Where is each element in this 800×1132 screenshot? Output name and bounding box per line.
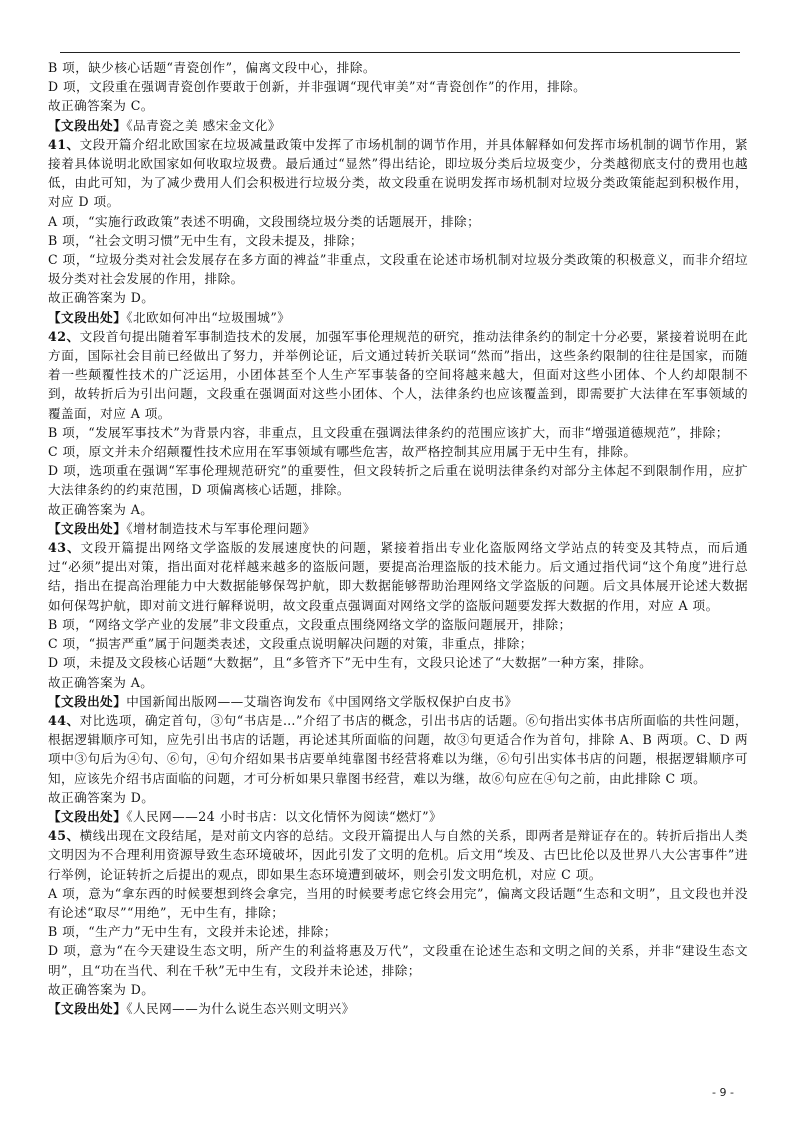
text-line [48, 212, 748, 231]
paragraph-label: 42、 [48, 328, 80, 344]
paragraph-text: B 项，“生产力”无中生有，文段并未论述，排除； [48, 924, 337, 940]
question-paragraph [48, 826, 748, 884]
paragraph-text: 故正确答案为 D。 [48, 789, 155, 805]
header-rule [60, 52, 740, 53]
paragraph-label: 【文段出处】 [48, 309, 127, 325]
paragraph-text: 故正确答案为 D。 [48, 981, 155, 997]
paragraph-label: 【文段出处】 [48, 1000, 127, 1016]
text-line [48, 653, 748, 672]
paragraph-text: 故正确答案为 D。 [48, 290, 155, 306]
text-line [48, 500, 748, 519]
paragraph-text: 文段首句提出随着军事制造技术的发展，加强军事伦理规范的研究，推动法律条约的制定十分必要，紧接着说明在此方面，国际社会目前已经做出了努力，并举例论证，后文通过转折关联词“然而”指出，这些条约限制的往往是国家，而随着一些颠覆性技术的广泛运用，小团体甚至个人生产军事装备的空间将越来越大，但面对这些小团体、个人约却限制不到，故转折后为引出问题，文段重在强调面对这些小团体、个人，法律条约也应该覆盖到，即需要扩大法律在军事领域的覆盖面，对应 A 项。 [48, 328, 748, 421]
paragraph-text: 《北欧如何冲出“垃圾围城”》 [126, 309, 291, 325]
text-line [48, 788, 748, 807]
text-line [48, 941, 748, 979]
paragraph-text: D 项，未提及文段核心话题“大数据”，且“多管齐下”无中生有，文段只论述了“大数据”一种方案，排除。 [48, 655, 653, 671]
source-line [48, 692, 748, 711]
text-line [48, 423, 748, 442]
document-body [48, 58, 748, 1018]
paragraph-text: 横线出现在文段结尾，是对前文内容的总结。文段开篇提出人与自然的关系，即两者是辩证存在的。转折后指出人类文明因为不合理利用资源导致生态环境破坏，因此引发了文明的危机。后文用“埃及、古巴比伦以及世界八大公害事件”进行举例，论证转折之后提出的观点，即如果生态环境遭到破坏，则会引发文明危机，对应 C 项。 [48, 828, 748, 882]
source-line [48, 807, 748, 826]
text-line [48, 922, 748, 941]
paragraph-text: 故正确答案为 A。 [48, 674, 154, 690]
text-line [48, 96, 748, 115]
text-line [48, 77, 748, 96]
question-paragraph [48, 538, 748, 615]
text-line [48, 288, 748, 307]
paragraph-text: B 项，“社会文明习惯”无中生有，文段未提及，排除； [48, 232, 363, 248]
paragraph-text: 故正确答案为 A。 [48, 501, 154, 517]
paragraph-text: 中国新闻出版网——艾瑞咨询发布《中国网络文学版权保护白皮书》 [126, 693, 518, 709]
paragraph-text: A 项，意为“拿东西的时候要想到终会拿完，当用的时候要考虑它终会用完”，偏离文段话题“生态和文明”，且文段也并没有论述“取尽”“用绝”，无中生有，排除； [48, 885, 748, 920]
paragraph-text: D 项，文段重在强调青瓷创作要敢于创新，并非强调“现代审美”对“青瓷创作”的作用，排除。 [48, 79, 587, 95]
text-line [48, 231, 748, 250]
paragraph-label: 45、 [48, 828, 80, 844]
page-number: - 9 - [712, 1086, 734, 1099]
question-paragraph [48, 327, 748, 423]
paragraph-text: 故正确答案为 C。 [48, 98, 154, 114]
text-line [48, 980, 748, 999]
text-line [48, 615, 748, 634]
question-paragraph [48, 135, 748, 212]
text-line [48, 461, 748, 499]
text-line [48, 884, 748, 922]
text-line [48, 673, 748, 692]
paragraph-label: 44、 [48, 712, 80, 728]
paragraph-text: 《品青瓷之美 感宋金文化》 [126, 117, 281, 133]
text-line [48, 250, 748, 288]
question-paragraph [48, 711, 748, 788]
paragraph-text: B 项，“网络文学产业的发展”非文段重点，文段重点围绕网络文学的盗版问题展开，排除； [48, 616, 572, 632]
paragraph-text: C 项，“垃圾分类对社会发展存在多方面的裨益”非重点，文段重在论述市场机制对垃圾分类政策的积极意义，而非介绍垃圾分类对社会发展的作用，排除。 [48, 252, 748, 287]
paragraph-label: 43、 [48, 540, 81, 556]
paragraph-label: 【文段出处】 [48, 808, 127, 824]
paragraph-text: B 项，缺少核心话题“青瓷创作”，偏离文段中心，排除。 [48, 60, 376, 75]
paragraph-text: 《人民网——24 小时书店：以文化情怀为阅读“燃灯”》 [126, 808, 443, 824]
source-line [48, 999, 748, 1018]
paragraph-label: 【文段出处】 [48, 693, 127, 709]
paragraph-text: 对比选项，确定首句，③句“书店是…”介绍了书店的概念，引出书店的话题。⑥句指出实体书店所面临的共性问题，根据逻辑顺序可知，应先引出书店的话题，再论述其所面临的问题，故③句更适合作为首句，排除 A、B 两项。C、D 两项中③句后为④句、⑥句，④句介绍如果书店要单纯靠图书经营将难以为继，⑥句引出实体书店的问题，根据逻辑顺序可知，应该先介绍书店面临的问题，才可分析如果只靠图书经营，难以为继，故⑥句应在④句之前，由此排除 C 项。 [48, 712, 748, 786]
source-line [48, 519, 748, 538]
text-line [48, 58, 748, 77]
paragraph-text: C 项，“损害严重”属于问题类表述，文段重点说明解决问题的对策，非重点，排除； [48, 636, 533, 652]
source-line [48, 308, 748, 327]
paragraph-label: 【文段出处】 [48, 117, 127, 133]
paragraph-text: D 项，意为“在今天建设生态文明，所产生的利益将惠及万代”，文段重在论述生态和文明之间的关系，并非“建设生态文明”，且“功在当代、利在千秋”无中生有，文段并未论述，排除； [48, 943, 748, 978]
paragraph-text: D 项，选项重在强调“军事伦理规范研究”的重要性，但文段转折之后重在说明法律条约对部分主体起不到限制作用，应扩大法律条约的约束范围，D 项偏离核心话题，排除。 [48, 463, 748, 498]
paragraph-text: 文段开篇提出网络文学盗版的发展速度快的问题，紧接着指出专业化盗版网络文学站点的转变及其特点，而后通过“必须”提出对策，指出面对花样越来越多的盗版问题，要提高治理盗版的技术能力。后文通过指代词“这个角度”进行总结，指出在提高治理能力中大数据能够保驾护航，即大数据能够帮助治理网络文学盗版的问题。后文具体展开论述大数据如何保驾护航，即对前文进行解释说明，故文段重点强调面对网络文学的盗版问题要发挥大数据的作用，对应 A 项。 [48, 540, 748, 613]
text-line [48, 634, 748, 653]
source-line [48, 116, 748, 135]
paragraph-text: A 项，“实施行政政策”表述不明确，文段围绕垃圾分类的话题展开，排除； [48, 213, 481, 229]
paragraph-text: B 项，“发展军事技术”为背景内容，非重点，且文段重在强调法律条约的范围应该扩大，而非“增强道德规范”，排除； [48, 424, 729, 440]
paragraph-text: 《人民网——为什么说生态兴则文明兴》 [126, 1000, 355, 1016]
paragraph-text: C 项，原文并未介绍颠覆性技术应用在军事领域有哪些危害，故严格控制其应用属于无中生有，排除。 [48, 444, 637, 460]
paragraph-text: 文段开篇介绍北欧国家在垃圾减量政策中发挥了市场机制的调节作用，并具体解释如何发挥市场机制的调节作用，紧接着具体说明北欧国家如何收取垃圾费。最后通过“显然”得出结论，即垃圾分类后垃圾变少，分类越彻底支付的费用也越低，由此可知，为了减少费用人们会积极进行垃圾分类，故文段重在说明发挥市场机制对垃圾分类政策能起到积极作用，对应 D 项。 [48, 136, 748, 210]
text-line [48, 442, 748, 461]
paragraph-text: 《增材制造技术与军事伦理问题》 [126, 520, 316, 536]
paragraph-label: 【文段出处】 [48, 520, 127, 536]
paragraph-label: 41、 [48, 136, 80, 152]
